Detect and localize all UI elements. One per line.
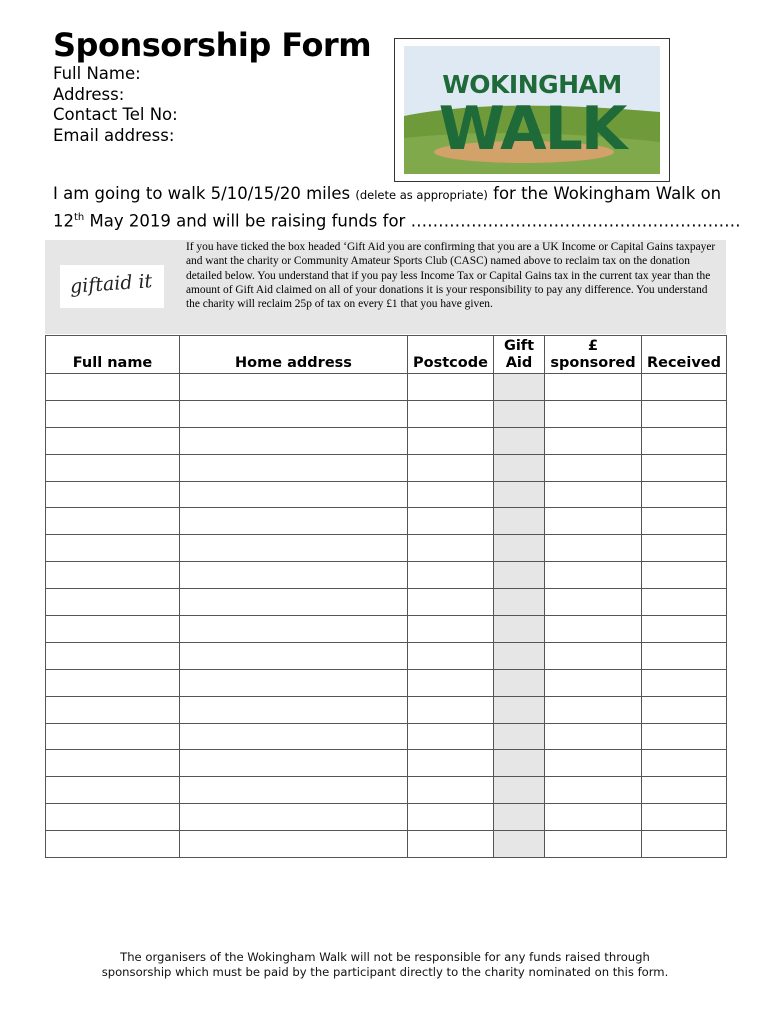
table-row (46, 535, 727, 562)
cell-gift-aid[interactable] (494, 642, 545, 669)
cell-full-name[interactable] (46, 669, 180, 696)
table-row (46, 804, 727, 831)
statement-day: 12 (53, 211, 74, 230)
cell-postcode[interactable] (408, 696, 494, 723)
cell-full-name[interactable] (46, 777, 180, 804)
contact-tel-label: Contact Tel No: (53, 105, 178, 124)
cell-gift-aid[interactable] (494, 750, 545, 777)
cell-received[interactable] (642, 400, 727, 427)
cell-postcode[interactable] (408, 562, 494, 589)
cell-gift-aid[interactable] (494, 804, 545, 831)
cell-sponsored[interactable] (545, 589, 642, 616)
cell-full-name[interactable] (46, 616, 180, 643)
cell-gift-aid[interactable] (494, 723, 545, 750)
sponsor-table (45, 335, 727, 858)
cell-full-name[interactable] (46, 508, 180, 535)
cell-gift-aid[interactable] (494, 831, 545, 858)
cell-home-address[interactable] (180, 400, 408, 427)
cell-received[interactable] (642, 723, 727, 750)
table-row (46, 562, 727, 589)
cell-postcode[interactable] (408, 589, 494, 616)
cell-received[interactable] (642, 562, 727, 589)
sponsor-rows (46, 374, 727, 858)
cell-received[interactable] (642, 777, 727, 804)
wokingham-walk-logo (394, 38, 670, 182)
cell-sponsored[interactable] (545, 374, 642, 401)
walk-statement (53, 183, 743, 232)
cell-received[interactable] (642, 750, 727, 777)
cell-full-name[interactable] (46, 562, 180, 589)
col-full-name: Full name (46, 336, 180, 374)
cell-postcode[interactable] (408, 400, 494, 427)
table-row (46, 831, 727, 858)
col-gift-aid-line-2: Aid (505, 355, 533, 371)
cell-sponsored[interactable] (545, 616, 642, 643)
cell-received[interactable] (642, 454, 727, 481)
cell-full-name[interactable] (46, 831, 180, 858)
col-sponsored-line-1: £ (587, 338, 599, 354)
cell-gift-aid[interactable] (494, 589, 545, 616)
cell-home-address[interactable] (180, 508, 408, 535)
col-home-address: Home address (180, 336, 408, 374)
col-sponsored (545, 336, 642, 374)
cell-received[interactable] (642, 427, 727, 454)
cell-home-address[interactable] (180, 723, 408, 750)
table-row (46, 669, 727, 696)
cell-sponsored[interactable] (545, 777, 642, 804)
cell-home-address[interactable] (180, 589, 408, 616)
cell-full-name[interactable] (46, 723, 180, 750)
logo-line-1: WOKINGHAM (442, 70, 622, 99)
statement-part-1: I am going to walk 5/10/15/20 miles (53, 184, 351, 203)
table-row (46, 589, 727, 616)
cell-gift-aid[interactable] (494, 616, 545, 643)
cell-sponsored[interactable] (545, 642, 642, 669)
cell-gift-aid[interactable] (494, 777, 545, 804)
cell-postcode[interactable] (408, 804, 494, 831)
full-name-label: Full Name: (53, 64, 141, 83)
cell-gift-aid[interactable] (494, 427, 545, 454)
address-label: Address: (53, 84, 125, 104)
cell-gift-aid[interactable] (494, 562, 545, 589)
cell-home-address[interactable] (180, 481, 408, 508)
cell-full-name[interactable] (46, 481, 180, 508)
cell-home-address[interactable] (180, 777, 408, 804)
cell-gift-aid[interactable] (494, 374, 545, 401)
table-row (46, 427, 727, 454)
cell-full-name[interactable] (46, 804, 180, 831)
cell-sponsored[interactable] (545, 750, 642, 777)
cell-received[interactable] (642, 804, 727, 831)
cell-home-address[interactable] (180, 616, 408, 643)
cell-received[interactable] (642, 589, 727, 616)
cell-postcode[interactable] (408, 508, 494, 535)
cell-sponsored[interactable] (545, 804, 642, 831)
cell-full-name[interactable] (46, 535, 180, 562)
table-row (46, 723, 727, 750)
table-row (46, 696, 727, 723)
col-gift-aid (494, 336, 545, 374)
cell-received[interactable] (642, 831, 727, 858)
cell-postcode[interactable] (408, 777, 494, 804)
cell-postcode[interactable] (408, 374, 494, 401)
personal-details (53, 64, 178, 146)
cell-full-name[interactable] (46, 374, 180, 401)
statement-note: (delete as appropriate) (355, 188, 488, 202)
table-row (46, 481, 727, 508)
cell-home-address[interactable] (180, 562, 408, 589)
cell-postcode[interactable] (408, 481, 494, 508)
cell-gift-aid[interactable] (494, 454, 545, 481)
cell-home-address[interactable] (180, 374, 408, 401)
cell-home-address[interactable] (180, 642, 408, 669)
col-sponsored-line-2: sponsored (550, 355, 636, 371)
cell-received[interactable] (642, 535, 727, 562)
col-postcode: Postcode (408, 336, 494, 374)
cell-gift-aid[interactable] (494, 508, 545, 535)
cell-received[interactable] (642, 669, 727, 696)
cell-received[interactable] (642, 481, 727, 508)
cell-home-address[interactable] (180, 831, 408, 858)
cell-postcode[interactable] (408, 427, 494, 454)
cell-gift-aid[interactable] (494, 669, 545, 696)
table-header (46, 336, 727, 374)
gift-aid-logo-text: giftaid it (69, 270, 153, 298)
table-row (46, 642, 727, 669)
table-row (46, 454, 727, 481)
cell-sponsored[interactable] (545, 508, 642, 535)
cell-sponsored[interactable] (545, 831, 642, 858)
gift-aid-declaration (45, 240, 726, 334)
col-received: Received (642, 336, 727, 374)
footer-line-2: sponsorship which must be paid by the participant directly to the charity nominated on this form. (101, 965, 669, 979)
cell-home-address[interactable] (180, 454, 408, 481)
cell-postcode[interactable] (408, 535, 494, 562)
cell-full-name[interactable] (46, 400, 180, 427)
cell-sponsored[interactable] (545, 427, 642, 454)
cell-full-name[interactable] (46, 696, 180, 723)
cell-sponsored[interactable] (545, 535, 642, 562)
footer-disclaimer (60, 950, 710, 980)
cell-postcode[interactable] (408, 642, 494, 669)
gift-aid-text: If you have ticked the box headed ‘Gift Aid you are confirming that you are a UK Income or Capital Gains taxpayer and want the charity or Community Amateur Sports Club (CASC) named above to reclaim tax on the donation detailed below. You understand that if you pay less Income Tax or Capital Gains tax in the current tax year than the amount of Gift Aid claimed on all of your donations it is your responsibility to pay any difference. You understand the charity will reclaim 25p of tax on every £1 that you have given. (186, 241, 716, 311)
statement-part-3: May 2019 and will be raising funds for …………………………………………………… (89, 211, 741, 230)
cell-received[interactable] (642, 374, 727, 401)
cell-gift-aid[interactable] (494, 696, 545, 723)
cell-postcode[interactable] (408, 831, 494, 858)
form-title: Sponsorship Form (53, 26, 372, 64)
cell-gift-aid[interactable] (494, 400, 545, 427)
cell-sponsored[interactable] (545, 669, 642, 696)
cell-full-name[interactable] (46, 589, 180, 616)
table-row (46, 616, 727, 643)
cell-full-name[interactable] (46, 750, 180, 777)
cell-received[interactable] (642, 642, 727, 669)
cell-sponsored[interactable] (545, 454, 642, 481)
cell-received[interactable] (642, 616, 727, 643)
cell-full-name[interactable] (46, 642, 180, 669)
cell-postcode[interactable] (408, 454, 494, 481)
cell-home-address[interactable] (180, 804, 408, 831)
cell-home-address[interactable] (180, 696, 408, 723)
table-row (46, 777, 727, 804)
cell-received[interactable] (642, 508, 727, 535)
cell-full-name[interactable] (46, 454, 180, 481)
statement-part-2: for the Wokingham Walk on (493, 184, 722, 203)
cell-sponsored[interactable] (545, 723, 642, 750)
cell-home-address[interactable] (180, 750, 408, 777)
cell-home-address[interactable] (180, 535, 408, 562)
statement-day-suffix: th (74, 211, 85, 223)
cell-received[interactable] (642, 696, 727, 723)
cell-gift-aid[interactable] (494, 535, 545, 562)
cell-postcode[interactable] (408, 669, 494, 696)
cell-sponsored[interactable] (545, 400, 642, 427)
cell-sponsored[interactable] (545, 696, 642, 723)
cell-full-name[interactable] (46, 427, 180, 454)
cell-gift-aid[interactable] (494, 481, 545, 508)
cell-postcode[interactable] (408, 723, 494, 750)
table-row (46, 508, 727, 535)
cell-sponsored[interactable] (545, 562, 642, 589)
cell-postcode[interactable] (408, 616, 494, 643)
cell-sponsored[interactable] (545, 481, 642, 508)
email-address-label: Email address: (53, 125, 175, 145)
table-row (46, 750, 727, 777)
footer-line-1: The organisers of the Wokingham Walk will not be responsible for any funds raised through (120, 950, 650, 964)
col-gift-aid-line-1: Gift (503, 338, 535, 354)
logo-artwork (404, 46, 660, 174)
gift-aid-logo (60, 265, 164, 308)
cell-home-address[interactable] (180, 427, 408, 454)
cell-home-address[interactable] (180, 669, 408, 696)
table-row (46, 400, 727, 427)
table-row (46, 374, 727, 401)
logo-line-2: WALK (438, 94, 626, 164)
cell-postcode[interactable] (408, 750, 494, 777)
